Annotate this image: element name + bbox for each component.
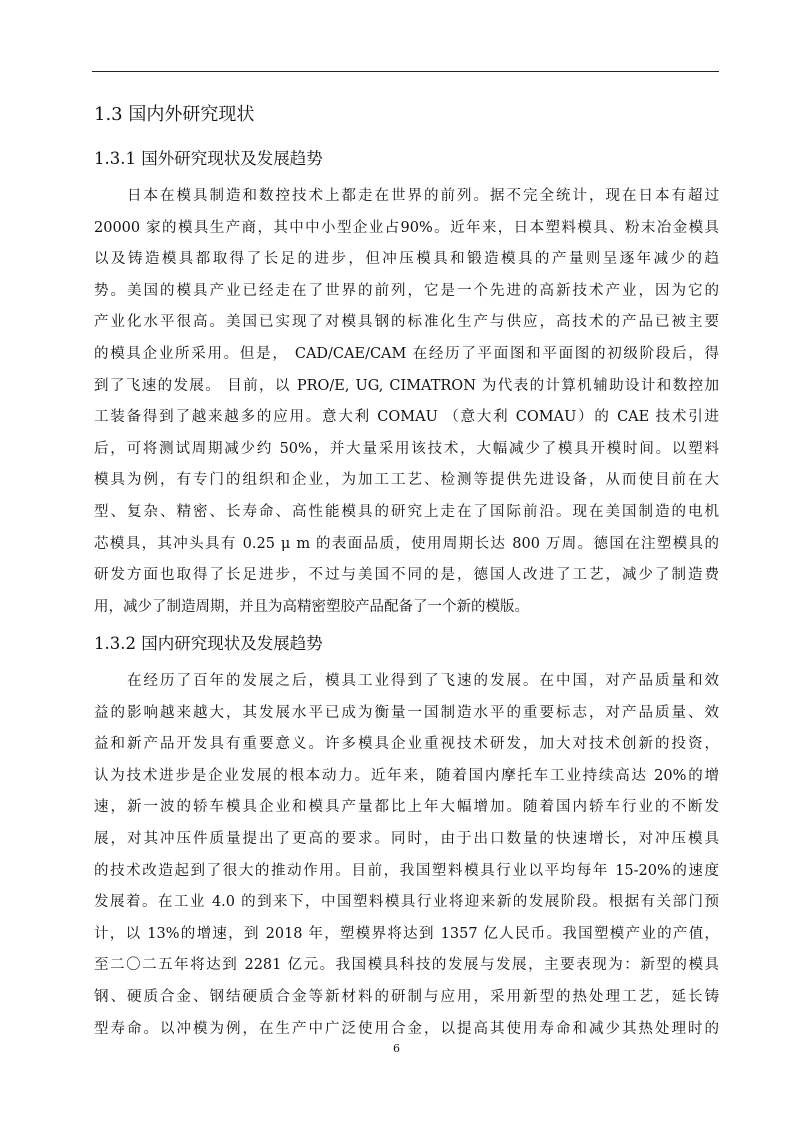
paragraph-line: 认为技术进步是企业发展的根本动力。近年来，随着国内摩托车工业持续高达 20%的增 [94,767,719,784]
paragraph-line: 钢、硬质合金、钢结硬质合金等新材料的研制与应用，采用新型的热处理工艺，延长铸 [94,988,719,1005]
paragraph-line: 计，以 13%的增速，到 2018 年，塑模界将达到 1357 亿人民币。我国塑模产业的产值， [94,925,719,942]
paragraph-line: 至二〇二五年将达到 2281 亿元。我国模具科技的发展与发展，主要表现为：新型的模具 [94,957,719,974]
paragraph-line: 后，可将测试周期减少约 50%，并大量采用该技术，大幅减少了模具开模时间。以塑料 [94,440,719,457]
paragraph-line: 模具为例，有专门的组织和企业，为加工工艺、检测等提供先进设备，从而使目前在大 [94,472,719,489]
paragraph-line: 益和新产品开发具有重要意义。许多模具企业重视技术研发，加大对技术创新的投资， [94,736,719,753]
paragraph-line: 势。美国的模具产业已经走在了世界的前列，它是一个先进的高新技术产业，因为它的 [94,282,719,299]
paragraph-line: 到了飞速的发展。 目前，以 PRO/E, UG, CIMATRON 为代表的计算机辅助设计和数控加 [94,377,719,394]
paragraph-line: 速，新一波的轿车模具企业和模具产量都比上年大幅增加。随着国内轿车行业的不断发 [94,799,719,816]
subsection-heading-domestic: 1.3.2 国内研究现状及发展趋势 [94,634,323,653]
paragraph-line: 的模具企业所采用。但是， CAD/CAE/CAM 在经历了平面图和平面图的初级阶段后，得 [94,345,719,362]
section-heading: 1.3 国内外研究现状 [94,104,255,125]
paragraph-line: 型、复杂、精密、长寿命、高性能模具的研究上走在了国际前沿。现在美国制造的电机 [94,503,719,520]
paragraph-line: 产业化水平很高。美国已实现了对模具钢的标准化生产与供应，高技术的产品已被主要 [94,314,719,331]
paragraph-line: 以及铸造模具都取得了长足的进步，但冲压模具和锻造模具的产量则呈逐年减少的趋 [94,251,719,268]
paragraph-foreign-research [94,181,719,623]
paragraph-line: 展，对其冲压件质量提出了更高的要求。同时，由于出口数量的快速增长，对冲压模具 [94,830,719,847]
paragraph-domestic-research [94,666,719,1045]
paragraph-line: 型寿命。以冲模为例，在生产中广泛使用合金，以提高其使用寿命和减少其热处理时的 [94,1020,719,1037]
paragraph-line: 日本在模具制造和数控技术上都走在世界的前列。据不完全统计，现在日本有超过 [127,188,719,204]
paragraph-line: 在经历了百年的发展之后，模具工业得到了飞速的发展。在中国，对产品质量和效 [127,673,719,689]
subsection-heading-foreign: 1.3.1 国外研究现状及发展趋势 [94,149,323,168]
paragraph-line: 的技术改造起到了很大的推动作用。目前，我国塑料模具行业以平均每年 15-20%的速度 [94,862,719,879]
paragraph-line: 20000 家的模具生产商，其中中小型企业占90%。近年来，日本塑料模具、粉末冶金模具 [94,219,719,236]
paragraph-line: 发展着。在工业 4.0 的到来下，中国塑料模具行业将迎来新的发展阶段。根据有关部门预 [94,894,719,911]
header-rule [92,71,719,72]
paragraph-line: 益的影响越来越大，其发展水平已成为衡量一国制造水平的重要标志，对产品质量、效 [94,704,719,721]
page-number: 6 [393,1042,400,1055]
paragraph-line: 用，减少了制造周期，并且为高精密塑胶产品配备了一个新的模版。 [94,598,529,615]
paragraph-line: 芯模具，其冲头具有 0.25 μ m 的表面品质，使用周期长达 800 万周。德国在注塑模具的 [94,535,719,552]
paragraph-line: 研发方面也取得了长足进步，不过与美国不同的是，德国人改进了工艺，减少了制造费 [94,567,719,584]
paragraph-line: 工装备得到了越来越多的应用。意大利 COMAU （意大利 COMAU）的 CAE 技术引进 [94,409,719,426]
